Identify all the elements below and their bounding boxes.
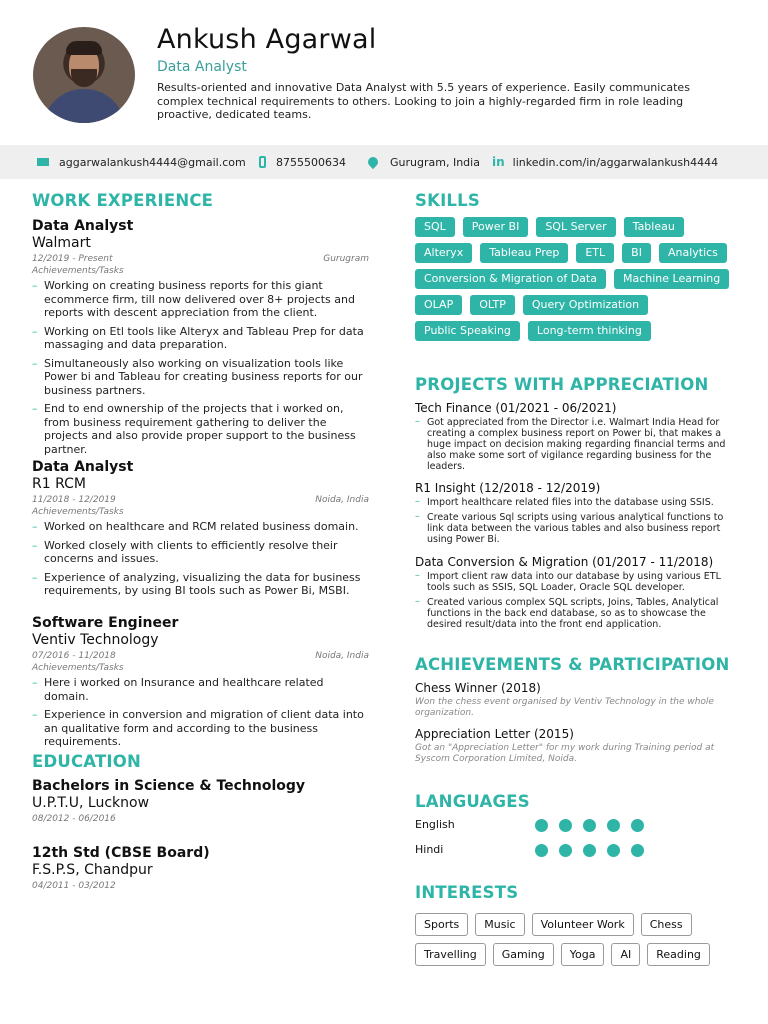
skill-tag: Machine Learning <box>614 269 729 289</box>
level-dot <box>535 844 548 857</box>
education-dates: 08/2012 - 06/2016 <box>32 814 116 824</box>
project-title: Data Conversion & Migration (01/2017 - 11/2018) <box>415 555 714 569</box>
project-title: R1 Insight (12/2018 - 12/2019) <box>415 481 601 495</box>
job-task-list <box>32 676 369 749</box>
level-dot <box>583 844 596 857</box>
list-item: – Import client raw data into our database by using various ETL tools such as SSIS, SQL Loader, Oracle SQL developer. <box>415 571 737 593</box>
interest-tag: Volunteer Work <box>532 913 634 936</box>
language-level-dots <box>535 844 644 857</box>
list-item: – Experience in conversion and migration of client data into an qualitative form and according to the business requirements. <box>32 708 369 749</box>
project-entry <box>415 401 737 476</box>
school-name: F.S.P.S, Chandpur <box>32 862 153 878</box>
level-dot <box>631 844 644 857</box>
level-dot <box>607 844 620 857</box>
contact-linkedin[interactable] <box>492 145 718 179</box>
list-item: – Working on creating business reports for this giant ecommerce firm, till now delivered over 8+ projects and reports with descent appreciation from the client. <box>32 279 369 320</box>
level-dot <box>583 819 596 832</box>
job-dates: 07/2016 - 11/2018 <box>32 651 116 661</box>
location-text: Gurugram, India <box>390 155 480 169</box>
work-experience-heading: WORK EXPERIENCE <box>32 191 214 210</box>
achievement-title: Appreciation Letter (2015) <box>415 727 574 741</box>
list-item: – Got appreciated from the Director i.e. Walmart India Head for creating a complex business report on Power bi, that makes a huge impact on decision making regarding financial terms and also make some sort of vigilance regarding business for the leaders. <box>415 417 737 472</box>
skill-tag: OLTP <box>470 295 515 315</box>
job-company: R1 RCM <box>32 476 86 492</box>
job-location: Noida, India <box>315 495 369 505</box>
skill-tag: Query Optimization <box>523 295 648 315</box>
level-dot <box>559 844 572 857</box>
school-name: U.P.T.U, Lucknow <box>32 795 150 811</box>
achievement-entry <box>415 681 737 719</box>
language-name: English <box>415 818 455 831</box>
list-item: – Simultaneously also working on visualization tools like Power bi and Tableau for creating business reports for our business partners. <box>32 357 369 398</box>
summary-text: Results-oriented and innovative Data Analyst with 5.5 years of experience. Easily communicates complex technical requirements to others. Looking to join a highly-regarded firm in role leading proactive, dedicated teams. <box>157 81 690 121</box>
contact-location <box>368 145 480 179</box>
job-dates: 12/2019 - Present <box>32 254 113 264</box>
education-heading: EDUCATION <box>32 752 141 771</box>
education-entry <box>32 845 369 891</box>
languages-heading: LANGUAGES <box>415 792 530 811</box>
degree-title: Bachelors in Science & Technology <box>32 778 306 794</box>
contact-bar <box>0 145 768 179</box>
achievement-title: Chess Winner (2018) <box>415 681 541 695</box>
job-entry <box>32 459 369 603</box>
projects-heading: PROJECTS WITH APPRECIATION <box>415 375 709 394</box>
job-dates: 11/2018 - 12/2019 <box>32 495 116 505</box>
contact-email[interactable] <box>37 145 246 179</box>
phone-text: 8755500634 <box>276 155 346 169</box>
photo-hair <box>66 41 102 55</box>
skill-tag: Analytics <box>659 243 727 263</box>
achievements-heading: ACHIEVEMENTS & PARTICIPATION <box>415 655 730 674</box>
project-task-list <box>415 417 737 472</box>
list-item: – Here i worked on Insurance and healthcare related domain. <box>32 676 369 703</box>
job-location: Noida, India <box>315 651 369 661</box>
project-entry <box>415 555 737 634</box>
job-entry <box>32 615 369 754</box>
interest-tag: Reading <box>647 943 710 966</box>
job-entry <box>32 218 369 461</box>
phone-icon <box>259 156 266 168</box>
education-dates: 04/2011 - 03/2012 <box>32 881 116 891</box>
interests-list <box>415 913 735 966</box>
job-task-list <box>32 279 369 456</box>
list-item: – Experience of analyzing, visualizing the data for business requirements, by using BI tools such as Power Bi, MSBI. <box>32 571 369 598</box>
project-title: Tech Finance (01/2021 - 06/2021) <box>415 401 617 415</box>
skill-tag: BI <box>622 243 651 263</box>
skill-tag: SQL Server <box>536 217 615 237</box>
project-task-list <box>415 571 737 630</box>
linkedin-text: linkedin.com/in/aggarwalankush4444 <box>512 155 719 169</box>
email-text: aggarwalankush4444@gmail.com <box>59 155 246 169</box>
job-location: Gurugram <box>323 254 369 264</box>
interest-tag: AI <box>611 943 640 966</box>
project-entry <box>415 481 737 549</box>
job-task-list <box>32 520 369 598</box>
skill-tag: Alteryx <box>415 243 472 263</box>
mail-icon <box>37 158 49 166</box>
level-dot <box>535 819 548 832</box>
degree-title: 12th Std (CBSE Board) <box>32 845 210 861</box>
list-item: – Working on Etl tools like Alteryx and Tableau Prep for data massaging and data preparation. <box>32 325 369 352</box>
interest-tag: Gaming <box>493 943 554 966</box>
list-item: – End to end ownership of the projects that i worked on, from business requirement gathering to deliver the projects and also provide proper support to the business partner. <box>32 402 369 456</box>
contact-phone[interactable] <box>259 145 346 179</box>
skill-tag: Conversion & Migration of Data <box>415 269 606 289</box>
job-title: Software Engineer <box>32 615 179 631</box>
list-item: – Worked on healthcare and RCM related business domain. <box>32 520 369 534</box>
skill-tag: SQL <box>415 217 455 237</box>
achievement-desc: Won the chess event organised by Ventiv Technology in the whole organization. <box>415 697 714 718</box>
job-sub-heading: Achievements/Tasks <box>32 663 124 673</box>
achievement-desc: Got an "Appreciation Letter" for my work during Training period at Syscom Corporation Limited, Noida. <box>415 743 715 764</box>
job-title: Data Analyst <box>32 459 134 475</box>
list-item: – Worked closely with clients to efficiently resolve their concerns and issues. <box>32 539 369 566</box>
photo-beard <box>71 69 97 87</box>
interests-heading: INTERESTS <box>415 883 519 902</box>
linkedin-icon: in <box>492 155 505 169</box>
skills-heading: SKILLS <box>415 191 480 210</box>
language-name: Hindi <box>415 843 444 856</box>
job-company: Ventiv Technology <box>32 632 159 648</box>
interest-tag: Music <box>475 913 524 936</box>
job-sub-heading: Achievements/Tasks <box>32 507 124 517</box>
profile-photo <box>33 27 135 123</box>
job-company: Walmart <box>32 235 91 251</box>
skill-tag: Public Speaking <box>415 321 520 341</box>
skill-tag: Tableau Prep <box>480 243 568 263</box>
skill-tag: Tableau <box>624 217 684 237</box>
photo-shirt <box>43 89 125 123</box>
achievement-entry <box>415 727 737 765</box>
skill-tag: Long-term thinking <box>528 321 651 341</box>
candidate-name: Ankush Agarwal <box>157 24 377 55</box>
interest-tag: Travelling <box>415 943 486 966</box>
level-dot <box>607 819 620 832</box>
interest-tag: Sports <box>415 913 468 936</box>
list-item: – Import healthcare related files into the database using SSIS. <box>415 497 737 508</box>
education-entry <box>32 778 369 824</box>
location-pin-icon <box>366 155 380 169</box>
job-title: Data Analyst <box>32 218 134 234</box>
skill-tag: Power BI <box>463 217 529 237</box>
skills-list <box>415 217 735 341</box>
skill-tag: ETL <box>576 243 614 263</box>
skill-tag: OLAP <box>415 295 462 315</box>
project-task-list <box>415 497 737 545</box>
interest-tag: Chess <box>641 913 692 936</box>
list-item: – Create various Sql scripts using various analytical functions to link data between the various tables and also business report using Power Bi. <box>415 512 737 545</box>
job-sub-heading: Achievements/Tasks <box>32 266 124 276</box>
candidate-role: Data Analyst <box>157 59 247 75</box>
language-level-dots <box>535 819 644 832</box>
list-item: – Created various complex SQL scripts, Joins, Tables, Analytical functions in the back end database, so as to showcase the desired result/data into the front end application. <box>415 597 737 630</box>
level-dot <box>631 819 644 832</box>
level-dot <box>559 819 572 832</box>
interest-tag: Yoga <box>561 943 605 966</box>
